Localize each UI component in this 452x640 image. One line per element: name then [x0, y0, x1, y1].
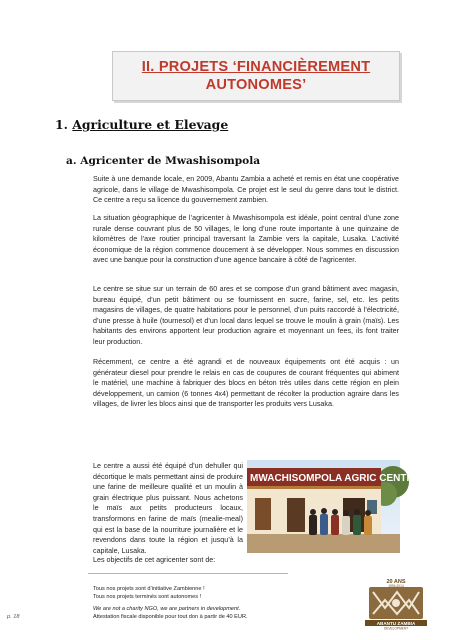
page-number: p. 18: [7, 614, 20, 620]
paragraph-6: Les objectifs de cet agricenter sont de:: [93, 556, 216, 564]
section-heading: [55, 117, 228, 132]
footer-divider: [88, 573, 288, 574]
paragraph-4: Récemment, ce centre a été agrandi et de nouveaux équipements ont été acquis : un générateur diesel pour prendre le relais en cas de coupures de courant fréquentes qui abiment le matériel, une machine à fabriquer des blocs en béton très utiles dans cette région en plein développement, un camion (6 tonnes 4x4) permettant de récolter la production agraire dans les villages, de livrer les blocs ainsi que de transporter les produits vers Lusaka.: [93, 358, 399, 409]
footer-line-1: Tous nos projets sont d’initiative Zambienne !: [93, 586, 205, 592]
logo-graphic: [355, 578, 437, 630]
agricenter-photo-illustration: [247, 460, 421, 553]
paragraph-3: Le centre se situe sur un terrain de 60 ares et se compose d’un grand bâtiment avec magasin, bureau équipé, d’un petit bâtiment ou se fournissent en sucre, farine, sel, etc. les petits magasins de villages, de quatre habitations pour le personnel, d’un puits raccordé à l’électricité, d’une presse à huile (tournesol) et d’un local dans lequel se trouve le moulin à grain (maïs). Les habitants des environs apportent leur production agraire et moyennant un fees, ils font traiter leur production.: [93, 285, 399, 346]
logo-tagline: DEVELOPMENT: [383, 626, 409, 631]
photo-sign-text: MWACHISOMPOLA AGRIC CENTRE: [250, 473, 421, 484]
logo-badge: 20 ANS: [386, 579, 406, 585]
subsection-heading: a. Agricenter de Mwashisompola: [66, 155, 261, 167]
footer-line-4: Attestation fiscale disponible pour tout don à partir de 40 EUR.: [93, 614, 248, 620]
abantu-zambia-logo: [355, 578, 437, 630]
paragraph-5: Le centre a aussi été équipé d’un dehuller qui décortique le maïs permettant ainsi de produire une farine de meilleure qualité et un moulin à grain électrique plus puissant. Nous achetons le maïs aux petits producteurs locaux, transformons en farine de maïs (mealie-meal) qui est la base de la nourriture journalière et le revendons dans toute la région et jusqu’à la capitale, Lusaka.: [93, 462, 243, 555]
footer-line-2: Tous nos projets terminés sont autonomes !: [93, 594, 202, 600]
section-number: 1.: [55, 117, 68, 132]
section-title: Agriculture et Elevage: [72, 117, 229, 132]
chapter-title-line-1: II. PROJETS ‘FINANCIÈREMENT: [141, 59, 371, 75]
paragraph-1: Suite à une demande locale, en 2009, Abantu Zambia a acheté et remis en état une coopérative agricole, dans le village de Mwashisompola. Ce projet est le seul du genre dans tout le district. Ce centre a reçu sa licence du gouvernement zambien.: [93, 175, 399, 205]
footer-line-3: We are not a charity NGO, we are partners in development.: [93, 606, 241, 612]
chapter-title-line-2: AUTONOMES’: [205, 77, 307, 93]
agricenter-photo: [247, 460, 421, 553]
logo-name: ABANTU ZAMBIA: [376, 620, 416, 626]
chapter-title-box: [112, 51, 400, 101]
paragraph-2: La situation géographique de l’agricenter à Mwashisompola est idéale, point central d’une zone rurale dense couvrant plus de 50 villages, le long d’une route importante à une quinzaine de kilomètres de l’axe routier principal traversant la Zambie vers la capitale, Lusaka. L’activité économique de la région commence doucement à se développer. Nous sommes en discussion avec une banque pour la construction d’une agence bancaire à côté de l’agricenter.: [93, 214, 399, 265]
logo-years: 1994-2014: [388, 584, 404, 588]
